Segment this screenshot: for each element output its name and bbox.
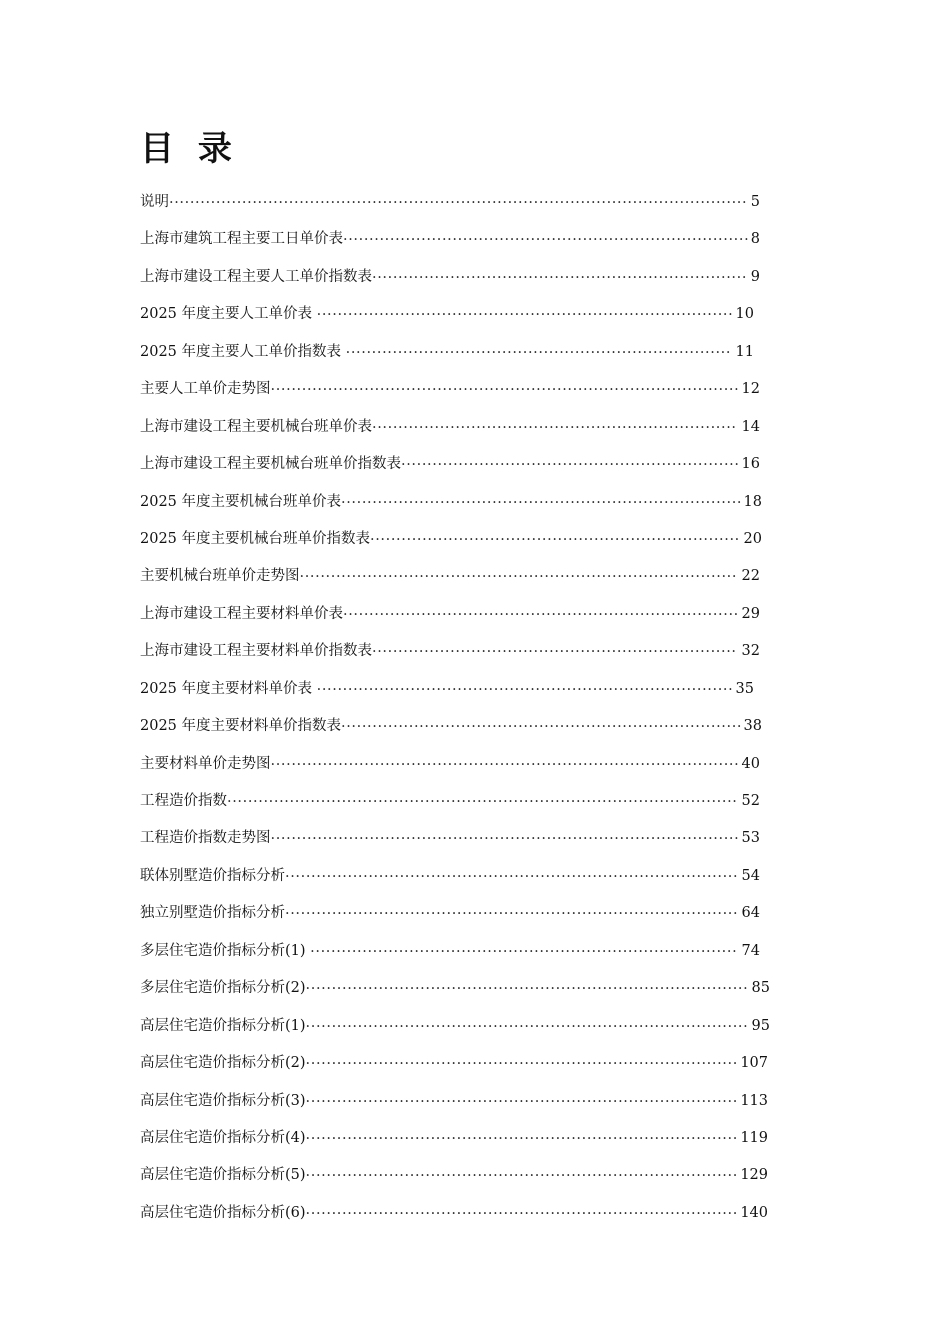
toc-entry-row	[140, 939, 760, 960]
toc-page-number: 11	[735, 343, 754, 360]
toc-entry-row	[140, 1126, 768, 1147]
toc-entry-label: 2025 年度主要机械台班单价指数表	[140, 530, 371, 547]
toc-leader-dots: ···················································································	[305, 1205, 738, 1222]
toc-entry-row	[140, 752, 760, 773]
toc-leader-dots: ················································································	[316, 681, 734, 698]
toc-page-number: 95	[751, 1017, 770, 1034]
toc-entry[interactable]	[140, 334, 800, 371]
toc-entry[interactable]	[140, 708, 800, 745]
toc-page-number: 12	[741, 381, 760, 398]
toc-leader-dots: ·············································································	[341, 719, 743, 736]
toc-entry-row	[140, 377, 760, 398]
toc-entry-label: 2025 年度主要材料单价指数表	[140, 718, 342, 735]
toc-entry-label: 2025 年度主要人工单价指数表	[140, 343, 346, 360]
toc-entry-row	[140, 340, 754, 361]
toc-entry[interactable]	[140, 895, 800, 932]
toc-entry-row	[140, 1163, 768, 1184]
toc-entry[interactable]	[140, 184, 800, 221]
toc-page-number: 54	[741, 867, 760, 884]
toc-entry-label: 多层住宅造价指标分析(2)	[140, 980, 306, 997]
toc-leader-dots: ·····················································································	[305, 1018, 749, 1035]
toc-entry-row	[140, 490, 762, 511]
toc-page-number: 29	[741, 605, 760, 622]
toc-entry-label: 高层住宅造价指标分析(4)	[140, 1129, 306, 1146]
toc-entry-row	[140, 452, 760, 473]
toc-entry[interactable]	[140, 858, 800, 895]
toc-entry-row	[140, 826, 760, 847]
toc-entry-label: 2025 年度主要机械台班单价表	[140, 493, 342, 510]
toc-page-number: 5	[750, 194, 760, 210]
toc-page-number: 85	[751, 980, 770, 997]
toc-leader-dots: ··························································································	[270, 382, 740, 399]
toc-page-number: 74	[741, 942, 760, 959]
toc-entry-row	[140, 714, 762, 735]
toc-entry[interactable]	[140, 783, 800, 820]
toc-entry-label: 高层住宅造价指标分析(5)	[140, 1167, 306, 1184]
toc-entry[interactable]	[140, 409, 800, 446]
toc-entry-label: 2025 年度主要人工单价表	[140, 306, 317, 323]
toc-entry[interactable]	[140, 371, 800, 408]
toc-entry-label: 上海市建设工程主要材料单价指数表	[140, 643, 372, 660]
toc-leader-dots: ·······································································	[370, 531, 740, 548]
toc-leader-dots: ·······················································································	[285, 868, 739, 885]
toc-leader-dots: ···············································································································	[169, 195, 748, 211]
toc-leader-dots: ······································································	[372, 419, 737, 436]
toc-entry[interactable]	[140, 446, 800, 483]
toc-entry-row	[140, 1089, 768, 1110]
toc-leader-dots: ·······················································································	[285, 906, 739, 923]
toc-entry-label: 工程造价指数走势图	[140, 830, 271, 847]
toc-entry-label: 上海市建设工程主要人工单价指数表	[140, 268, 372, 285]
toc-page-number: 16	[741, 456, 760, 473]
toc-entry-label: 工程造价指数	[140, 793, 227, 809]
toc-page-number: 119	[740, 1129, 768, 1146]
toc-entry-row	[140, 227, 760, 248]
toc-page-number: 52	[741, 793, 760, 809]
toc-page-number: 14	[741, 418, 760, 435]
toc-page-number: 129	[740, 1167, 768, 1184]
toc-leader-dots: ····················································································	[299, 569, 738, 586]
toc-page-number: 8	[750, 231, 760, 248]
toc-entry-label: 上海市建筑工程主要工日单价表	[140, 231, 343, 248]
toc-entry-label: 联体别墅造价指标分析	[140, 867, 285, 884]
toc-leader-dots: ·································································	[401, 457, 740, 474]
page-title: 目 录	[140, 129, 238, 169]
toc-page-number: 140	[740, 1204, 768, 1221]
toc-entry-row	[140, 901, 760, 922]
toc-entry[interactable]	[140, 746, 800, 783]
toc-page-number: 20	[743, 530, 762, 547]
toc-entry-label: 上海市建设工程主要机械台班单价表	[140, 418, 372, 435]
toc-entry-label: 主要机械台班单价走势图	[140, 568, 300, 585]
toc-entry[interactable]	[140, 633, 800, 670]
toc-leader-dots: ········································································	[372, 269, 748, 286]
toc-leader-dots: ················································································	[316, 307, 734, 324]
toc-leader-dots: ···················································································	[305, 1168, 738, 1185]
toc-leader-dots: ··································································································	[227, 794, 738, 810]
table-of-contents	[140, 184, 800, 1232]
toc-page-number: 35	[735, 680, 754, 697]
toc-page-number: 38	[743, 718, 762, 735]
toc-entry[interactable]	[140, 671, 800, 708]
toc-page-number: 9	[750, 268, 760, 285]
toc-leader-dots: ···················································································	[305, 1056, 738, 1073]
toc-entry-label: 多层住宅造价指标分析(1)	[140, 942, 311, 959]
toc-entry-row	[140, 602, 760, 623]
toc-page-number: 18	[743, 493, 762, 510]
toc-entry-row	[140, 864, 760, 885]
toc-entry-row	[140, 302, 754, 323]
toc-entry[interactable]	[140, 296, 800, 333]
toc-leader-dots: ······································································	[372, 644, 737, 661]
toc-entry[interactable]	[140, 259, 800, 296]
toc-entry-label: 主要人工单价走势图	[140, 381, 271, 398]
toc-entry[interactable]	[140, 521, 800, 558]
toc-entry-row	[140, 1014, 770, 1035]
toc-entry[interactable]	[140, 484, 800, 521]
toc-page-number: 53	[741, 830, 760, 847]
toc-page-number: 107	[740, 1055, 768, 1072]
toc-entry-row	[140, 190, 760, 211]
toc-entry-row	[140, 789, 760, 810]
toc-entry[interactable]	[140, 933, 800, 970]
toc-entry-row	[140, 527, 762, 548]
toc-entry-label: 主要材料单价走势图	[140, 755, 271, 772]
toc-entry[interactable]	[140, 1120, 800, 1157]
toc-leader-dots: ··························································································	[270, 756, 740, 773]
toc-entry-label: 独立别墅造价指标分析	[140, 905, 285, 922]
toc-entry-row	[140, 677, 754, 698]
toc-entry[interactable]	[140, 1083, 800, 1120]
toc-entry[interactable]	[140, 970, 800, 1007]
toc-entry-label: 高层住宅造价指标分析(2)	[140, 1055, 306, 1072]
toc-leader-dots: ·············································································	[341, 494, 743, 511]
toc-leader-dots: ···················································································	[305, 1130, 738, 1147]
toc-leader-dots: ··························································································	[270, 831, 740, 848]
toc-entry-row	[140, 976, 770, 997]
toc-page-number: 40	[741, 755, 760, 772]
toc-entry-label: 说明	[140, 194, 169, 210]
toc-leader-dots: ···················································································	[305, 1093, 738, 1110]
toc-entry-row	[140, 265, 760, 286]
toc-entry-label: 高层住宅造价指标分析(6)	[140, 1204, 306, 1221]
toc-entry[interactable]	[140, 1008, 800, 1045]
toc-entry-row	[140, 1201, 768, 1222]
toc-page-number: 32	[741, 643, 760, 660]
toc-entry-label: 上海市建设工程主要材料单价表	[140, 605, 343, 622]
toc-entry[interactable]	[140, 558, 800, 595]
toc-entry[interactable]	[140, 820, 800, 857]
toc-leader-dots: ··················································································	[310, 943, 738, 960]
toc-entry[interactable]	[140, 1045, 800, 1082]
toc-page-number: 10	[735, 306, 754, 323]
toc-entry-row	[140, 564, 760, 585]
toc-entry-row	[140, 1051, 768, 1072]
toc-leader-dots: ··············································································	[343, 232, 750, 249]
toc-entry-label: 上海市建设工程主要机械台班单价指数表	[140, 456, 401, 473]
toc-entry[interactable]	[140, 1195, 800, 1232]
toc-leader-dots: ··········································································	[345, 344, 732, 361]
toc-entry-label: 高层住宅造价指标分析(3)	[140, 1092, 306, 1109]
toc-page-number: 64	[741, 905, 760, 922]
toc-entry[interactable]	[140, 221, 800, 258]
toc-page-number: 22	[741, 568, 760, 585]
toc-leader-dots: ············································································	[343, 606, 739, 623]
toc-entry[interactable]	[140, 1157, 800, 1194]
toc-leader-dots: ·····················································································	[305, 981, 749, 998]
toc-entry-row	[140, 415, 760, 436]
toc-entry-row	[140, 639, 760, 660]
toc-entry-label: 高层住宅造价指标分析(1)	[140, 1017, 306, 1034]
toc-entry[interactable]	[140, 596, 800, 633]
toc-entry-label: 2025 年度主要材料单价表	[140, 680, 317, 697]
toc-page-number: 113	[740, 1092, 768, 1109]
